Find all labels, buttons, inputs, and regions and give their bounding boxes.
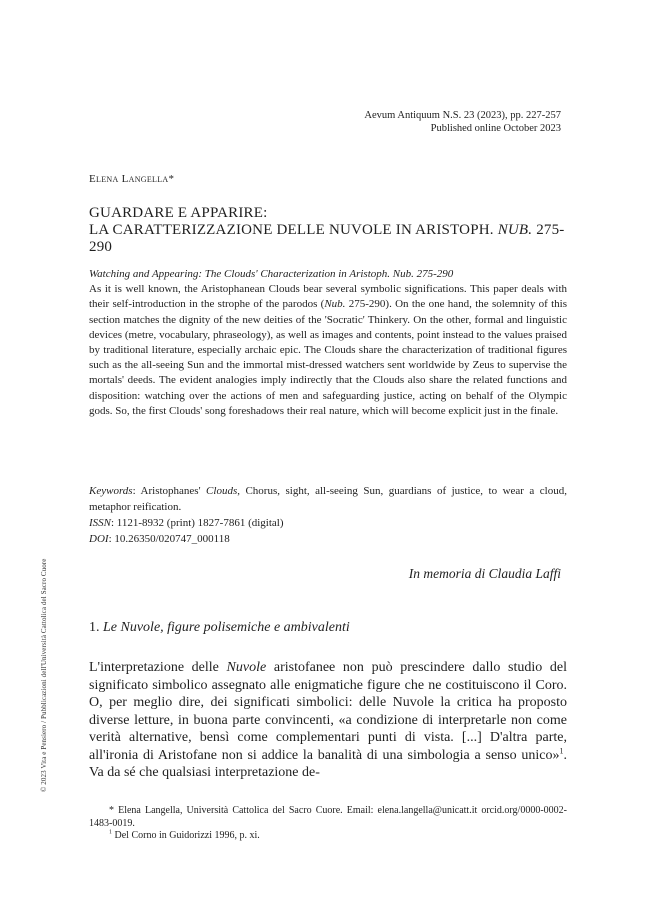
section-heading (89, 620, 350, 636)
english-title: Watching and Appearing: The Clouds' Characterization in Aristoph. Nub. 275-290 (89, 268, 454, 280)
footnote-author: * Elena Langella, Università Cattolica del Sacro Cuore. Email: elena.langella@unicatt.it orcid.org/0000-0002-1483-0019. (89, 805, 567, 829)
journal-citation: Aevum Antiquum N.S. 23 (2023), pp. 227-257 (364, 110, 561, 121)
publication-date: Published online October 2023 (430, 123, 561, 134)
body-text (89, 659, 567, 782)
issn: ISSN: 1121-8932 (print) 1827-7861 (digital) (89, 517, 284, 529)
title-line-1: GUARDARE E APPARIRE: (89, 205, 268, 221)
body-paragraph: L'interpretazione delle Nuvole aristofanee non può prescindere dallo studio del significato simbolico assegnato alle enigmatiche figure che ne costituiscono il Coro. O, per meglio dire, dei significati simbolici: delle Nuvole la critica ha proposto diverse letture, in buona parte convincenti, «a condizione di interpretarle non come verità alternative, bensì come complementari punti di vista. [...] D'altra parte, all'ironia di Aristofane non si addice la banalità di una simbologia a senso unico»$^1$. Va da sé che qualsiasi interpretazione de- (89, 660, 568, 780)
author-name: Elena Langella* (89, 173, 175, 185)
section-number: 1. (89, 620, 103, 635)
section-title: Le Nuvole, figure polisemiche e ambivalenti (103, 620, 350, 635)
journal-info (364, 109, 561, 135)
doi: DOI: 10.26350/020747_000118 (89, 533, 230, 545)
abstract-text: As it is well known, the Aristophanean Clouds bear several symbolic significations. This paper deals with their self-introduction in the strophe of the parodos (Nub. 275-290). On the one hand, the solemnity of this section matches the dignity of the new deities of the 'Socratic' Thinkery. On the other, formal and linguistic devices (metre, vocabulary, phraseology), as well as images and contents, point instead to the values praised by traditional literature, especially archaic epic. The Clouds share the characterization of traditional figures such as the all-seeing Sun and the immortal mist-dressed watchers sent worldwide by Zeus to supervise the mortals' deeds. The evident analogies imply indirectly that the Clouds also share the related functions and disposition: watching over the actions of men and safeguarding justice, acting on behalf of the Olympic gods. So, the first Clouds' song foreshadows their real nature, which will become explicit just in the finale. (89, 283, 567, 417)
article-title (89, 205, 567, 256)
title-line-2: LA CARATTERIZZAZIONE DELLE NUVOLE IN ARISTOPH. NUB. 275-290 (89, 222, 565, 255)
article-metadata (89, 483, 567, 547)
footnote-ref-1: 1 (559, 745, 564, 755)
footnotes (89, 805, 567, 843)
abstract (89, 267, 567, 419)
dedication: In memoria di Claudia Laffi (408, 566, 561, 581)
keywords: Keywords: Aristophanes' Clouds, Chorus, sight, all-seeing Sun, guardians of justice, to wear a cloud, metaphor reification. (89, 485, 567, 513)
footnote-1: $^1$ Del Corno in Guidorizzi 1996, p. xi. (109, 829, 260, 842)
copyright-side-credit: © 2023 Vita e Pensiero / Pubblicazioni dell'Università Cattolica del Sacro Cuore (40, 558, 48, 792)
